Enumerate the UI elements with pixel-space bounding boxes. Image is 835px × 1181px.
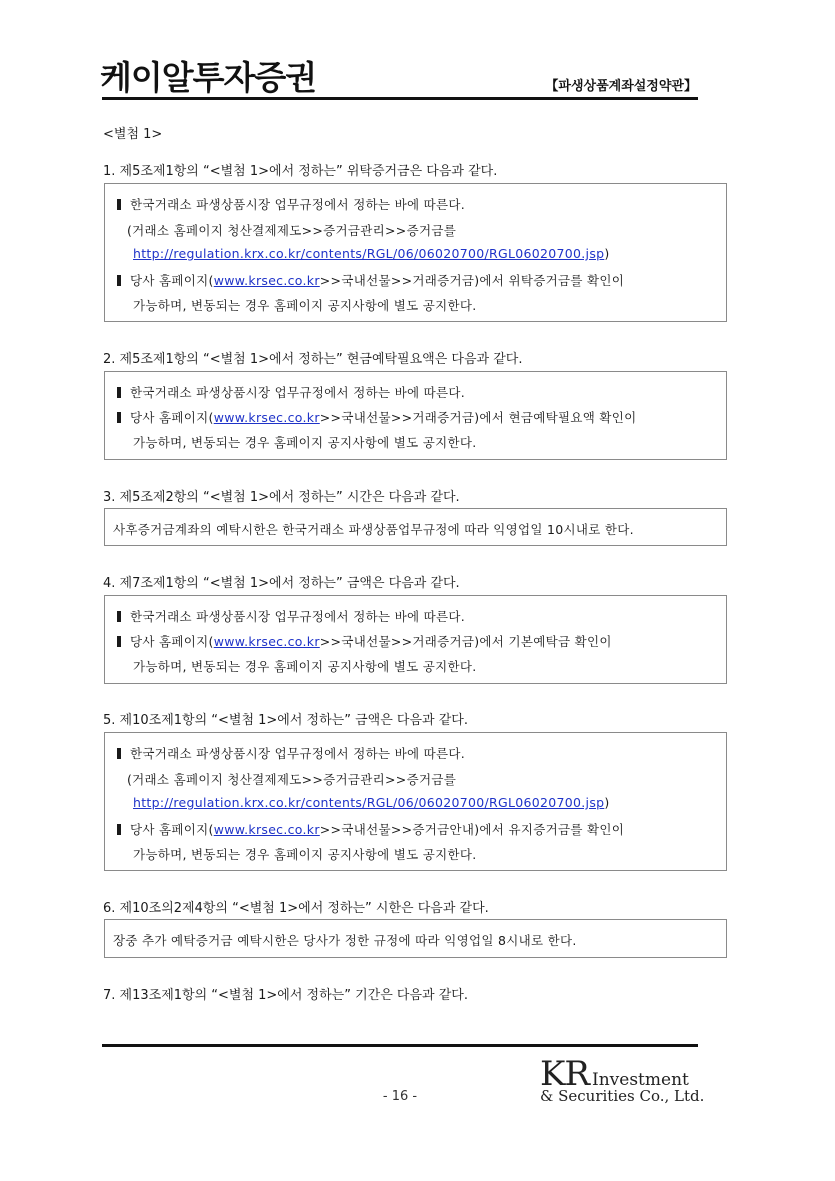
section-4-title: 4. 제7조제1항의 “<별첨 1>에서 정하는” 금액은 다음과 같다. (103, 576, 460, 591)
header-rule (102, 97, 698, 100)
section-2-box (104, 371, 727, 460)
section-5-box (104, 732, 727, 871)
list-item: 한국거래소 파생상품시장 업무규정에서 정하는 바에 따른다. (117, 744, 465, 762)
logo-securities: & Securities Co., Ltd. (540, 1087, 705, 1105)
bullet-icon (117, 748, 121, 759)
list-item: 한국거래소 파생상품시장 업무규정에서 정하는 바에 따른다. (117, 195, 465, 213)
list-item: 가능하며, 변동되는 경우 홈페이지 공지사항에 별도 공지한다. (133, 435, 477, 450)
list-item: 당사 홈페이지(www.krsec.co.kr>>국내선물>>거래증거금)에서 기본예탁금 확인이 (117, 632, 612, 650)
bullet-icon (117, 275, 121, 286)
list-item: 한국거래소 파생상품시장 업무규정에서 정하는 바에 따른다. (117, 383, 465, 401)
list-item: 가능하며, 변동되는 경우 홈페이지 공지사항에 별도 공지한다. (133, 847, 477, 862)
header-document-name: 【파생상품계좌설정약관】 (545, 79, 697, 94)
logo-investment: Investment (592, 1070, 689, 1090)
list-item: 사후증거금계좌의 예탁시한은 한국거래소 파생상품업무규정에 따라 익영업일 10시내로 한다. (113, 522, 634, 537)
bullet-icon (117, 611, 121, 622)
list-item: 당사 홈페이지(www.krsec.co.kr>>국내선물>>거래증거금)에서 위탁증거금를 확인이 (117, 271, 624, 289)
section-7-title: 7. 제13조제1항의 “<별첨 1>에서 정하는” 기간은 다음과 같다. (103, 988, 468, 1003)
list-item: 당사 홈페이지(www.krsec.co.kr>>국내선물>>증거금안내)에서 유지증거금를 확인이 (117, 820, 624, 838)
section-6-box (104, 919, 727, 958)
section-4-box (104, 595, 727, 684)
header-company-title: 케이알투자증권 (100, 58, 317, 97)
section-3-title: 3. 제5조제2항의 “<별첨 1>에서 정하는” 시간은 다음과 같다. (103, 490, 460, 505)
krsec-link[interactable]: www.krsec.co.kr (213, 273, 320, 288)
krsec-link[interactable]: www.krsec.co.kr (213, 410, 320, 425)
krsec-link[interactable]: www.krsec.co.kr (213, 634, 320, 649)
bullet-icon (117, 387, 121, 398)
krsec-link[interactable]: www.krsec.co.kr (213, 822, 320, 837)
bullet-icon (117, 412, 121, 423)
attachment-label: <별첨 1> (103, 127, 163, 142)
list-item: 가능하며, 변동되는 경우 홈페이지 공지사항에 별도 공지한다. (133, 659, 477, 674)
bullet-icon (117, 824, 121, 835)
section-3-box (104, 508, 727, 546)
logo-kr: KR (540, 1054, 589, 1094)
list-item: http://regulation.krx.co.kr/contents/RGL/06/06020700/RGL06020700.jsp) (133, 795, 610, 810)
bullet-icon (117, 199, 121, 210)
footer-rule (102, 1044, 698, 1047)
regulation-link[interactable]: http://regulation.krx.co.kr/contents/RGL/06/06020700/RGL06020700.jsp (133, 795, 605, 810)
section-1-title: 1. 제5조제1항의 “<별첨 1>에서 정하는” 위탁증거금은 다음과 같다. (103, 164, 498, 179)
section-5-title: 5. 제10조제1항의 “<별첨 1>에서 정하는” 금액은 다음과 같다. (103, 713, 468, 728)
list-item: 한국거래소 파생상품시장 업무규정에서 정하는 바에 따른다. (117, 607, 465, 625)
section-1-box (104, 183, 727, 322)
list-item: 당사 홈페이지(www.krsec.co.kr>>국내선물>>거래증거금)에서 현금예탁필요액 확인이 (117, 408, 636, 426)
section-6-title: 6. 제10조의2제4항의 “<별첨 1>에서 정하는” 시한은 다음과 같다. (103, 901, 489, 916)
list-item: (거래소 홈페이지 청산결제제도>>증거금관리>>증거금를 (127, 772, 457, 787)
regulation-link[interactable]: http://regulation.krx.co.kr/contents/RGL/06/06020700/RGL06020700.jsp (133, 246, 605, 261)
list-item: 가능하며, 변동되는 경우 홈페이지 공지사항에 별도 공지한다. (133, 298, 477, 313)
section-2-title: 2. 제5조제1항의 “<별첨 1>에서 정하는” 현금예탁필요액은 다음과 같다. (103, 352, 523, 367)
list-item: (거래소 홈페이지 청산결제제도>>증거금관리>>증거금를 (127, 223, 457, 238)
bullet-icon (117, 636, 121, 647)
company-logo (540, 1054, 705, 1105)
list-item: 장중 추가 예탁증거금 예탁시한은 당사가 정한 규정에 따라 익영업일 8시내로 한다. (113, 933, 577, 948)
page-number: - 16 - (382, 1089, 418, 1104)
list-item: http://regulation.krx.co.kr/contents/RGL/06/06020700/RGL06020700.jsp) (133, 246, 610, 261)
